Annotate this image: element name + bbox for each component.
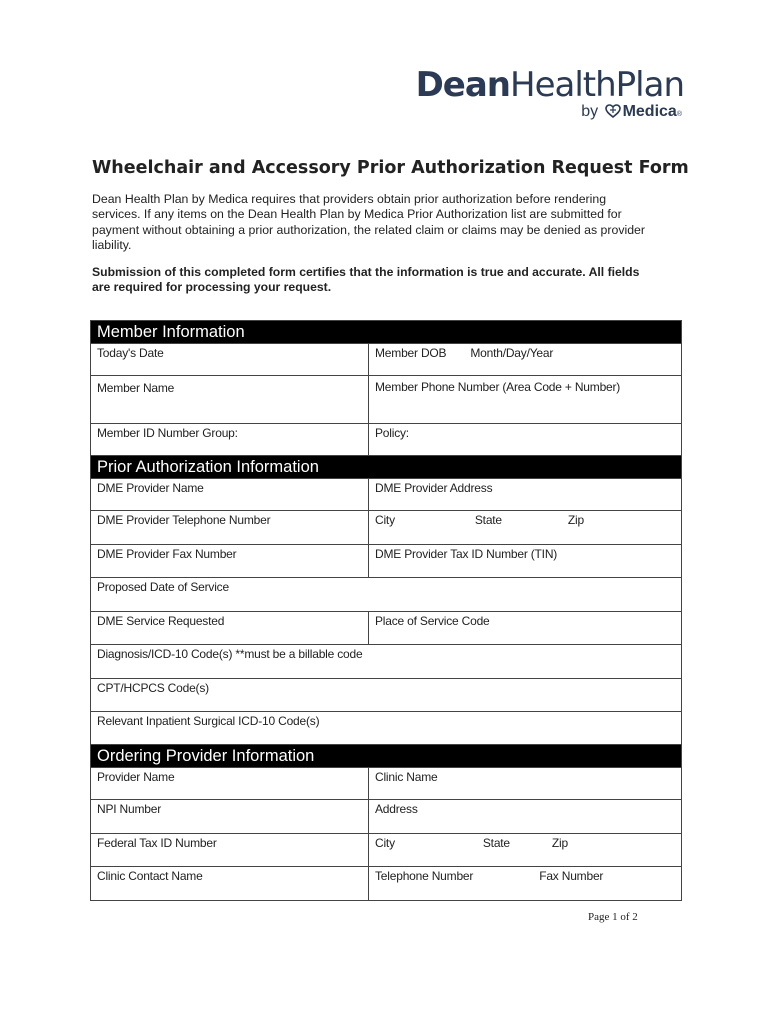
field-clinic-contact[interactable]: Clinic Contact Name: [91, 867, 369, 901]
section-header-member: Member Information: [91, 321, 682, 344]
field-dme-provider-name[interactable]: DME Provider Name: [91, 479, 369, 511]
field-federal-tax-id[interactable]: Federal Tax ID Number: [91, 834, 369, 867]
field-npi-number[interactable]: NPI Number: [91, 800, 369, 834]
field-todays-date[interactable]: Today's Date: [91, 344, 369, 376]
field-dme-provider-phone[interactable]: DME Provider Telephone Number: [91, 511, 369, 545]
field-diagnosis-codes[interactable]: Diagnosis/ICD-10 Code(s) **must be a billable code: [91, 645, 682, 679]
medica-heart-icon: [605, 104, 621, 118]
field-provider-name[interactable]: Provider Name: [91, 768, 369, 800]
field-telephone-fax[interactable]: Telephone Number Fax Number: [369, 867, 682, 901]
field-relevant-inpatient-codes[interactable]: Relevant Inpatient Surgical ICD-10 Code(s): [91, 712, 682, 745]
field-ordering-city-state-zip[interactable]: City State Zip: [369, 834, 682, 867]
field-place-of-service[interactable]: Place of Service Code: [369, 612, 682, 645]
dean-health-plan-logo: [404, 66, 684, 126]
certification-notice: Submission of this completed form certifies that the information is true and accurate. All fields are required for processing your request.: [92, 265, 640, 295]
logo-byline: by Medica®: [581, 103, 682, 120]
section-header-prior-auth: Prior Authorization Information: [91, 456, 682, 479]
intro-paragraph: Dean Health Plan by Medica requires that providers obtain prior authorization before rendering services. If any items on the Dean Health Plan by Medica Prior Authorization list are submitted for payment without obtaining a prior authorization, the related claim or claims may be denied as provider liability.: [92, 192, 645, 253]
field-proposed-date[interactable]: Proposed Date of Service: [91, 578, 682, 612]
field-dme-provider-address[interactable]: DME Provider Address: [369, 479, 682, 511]
field-dme-provider-fax[interactable]: DME Provider Fax Number: [91, 545, 369, 578]
field-member-phone[interactable]: Member Phone Number (Area Code + Number): [369, 376, 682, 424]
field-dme-service-requested[interactable]: DME Service Requested: [91, 612, 369, 645]
field-member-name[interactable]: Member Name: [91, 376, 369, 424]
field-dme-provider-tin[interactable]: DME Provider Tax ID Number (TIN): [369, 545, 682, 578]
page-number: Page 1 of 2: [588, 911, 638, 923]
field-address[interactable]: Address: [369, 800, 682, 834]
section-header-ordering-provider: Ordering Provider Information: [91, 745, 682, 768]
field-clinic-name[interactable]: Clinic Name: [369, 768, 682, 800]
field-cpt-hcpcs-codes[interactable]: CPT/HCPCS Code(s): [91, 679, 682, 712]
field-member-dob[interactable]: Member DOB Month/Day/Year: [369, 344, 682, 376]
form-title: Wheelchair and Accessory Prior Authorization Request Form: [92, 158, 689, 178]
logo-wordmark: DeanHealthPlan: [415, 65, 684, 105]
field-policy[interactable]: Policy:: [369, 424, 682, 456]
field-member-id-group[interactable]: Member ID Number Group:: [91, 424, 369, 456]
authorization-form-table: [90, 320, 682, 901]
field-dme-city-state-zip[interactable]: City State Zip: [369, 511, 682, 545]
